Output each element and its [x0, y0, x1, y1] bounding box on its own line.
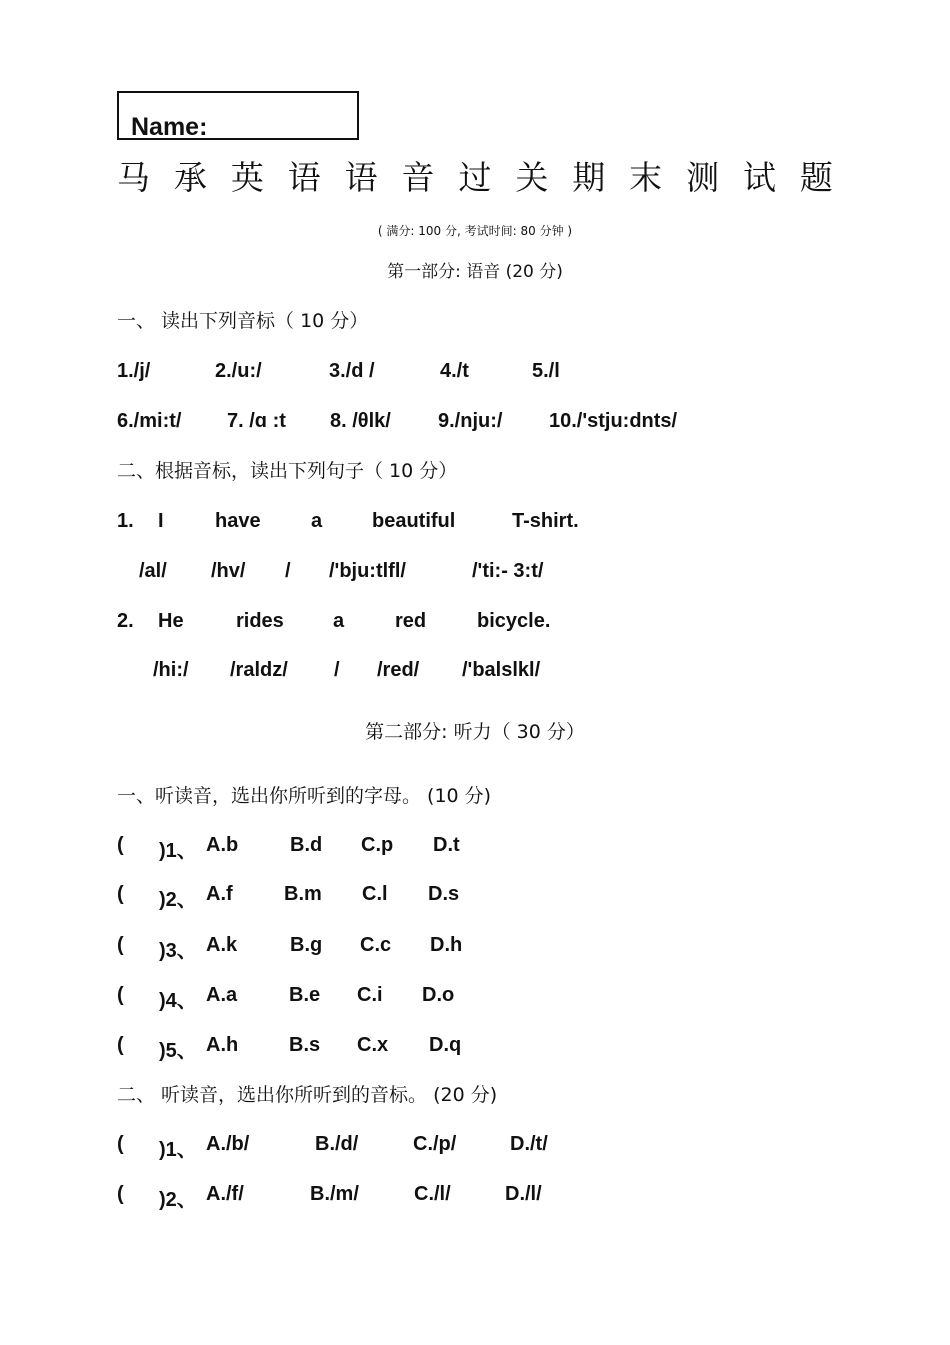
- phonetic-item: 7. /ɑ :t: [227, 410, 286, 432]
- answer-paren: (: [117, 1183, 124, 1205]
- option-c: C.i: [357, 984, 383, 1006]
- letter-question-3: [117, 934, 462, 963]
- option-d: D.s: [428, 883, 460, 905]
- phonetic-word: /'bju:tlfl/: [329, 560, 406, 582]
- option-a: A.k: [206, 934, 238, 956]
- option-b: B.g: [290, 934, 323, 956]
- sentence-word: a: [333, 610, 345, 632]
- title-char: 末: [629, 158, 663, 197]
- phonetic-question-2: [117, 1183, 542, 1212]
- title-char: 测: [686, 158, 720, 197]
- exam-subtitle: ( 满分: 100 分, 考试时间: 80 分钟 ): [377, 224, 573, 238]
- question-number: )3、: [159, 940, 197, 962]
- option-b: B.d: [290, 834, 323, 856]
- title-char: 过: [458, 158, 492, 197]
- answer-paren: (: [117, 1034, 124, 1056]
- phonetic-item: 6./mi:t/: [117, 410, 182, 432]
- option-c: C.l: [362, 883, 388, 905]
- sentence-word: 2.: [117, 610, 134, 632]
- part2-q2-heading: 二、 听读音，选出你所听到的音标。 (20 分): [117, 1084, 498, 1106]
- sentence-word: bicycle.: [477, 610, 551, 632]
- sentence-word: I: [158, 510, 164, 532]
- question-number: )1、: [159, 1139, 197, 1161]
- title-char: 关: [515, 158, 549, 197]
- answer-paren: (: [117, 984, 124, 1006]
- part2-heading: 第二部分: 听力（ 30 分）: [365, 721, 585, 743]
- phonetic-word: /red/: [377, 659, 420, 681]
- option-d: D.q: [429, 1034, 462, 1056]
- sentence-word: rides: [236, 610, 284, 632]
- exam-title: [117, 152, 833, 199]
- phonetic-word: /'balslkl/: [462, 659, 541, 681]
- phonetic-row-2: [117, 410, 677, 433]
- option-b: B./m/: [310, 1183, 359, 1205]
- option-a: A./b/: [206, 1133, 250, 1155]
- option-a: A.a: [206, 984, 238, 1006]
- part1-q2-heading: 二、根据音标，读出下列句子（ 10 分）: [117, 460, 458, 482]
- sentence-word: a: [311, 510, 323, 532]
- option-c: C./p/: [413, 1133, 457, 1155]
- sentence-word: beautiful: [372, 510, 456, 532]
- sentence-word: He: [158, 610, 184, 632]
- letter-question-5: [117, 1034, 461, 1063]
- part1-heading: 第一部分: 语音 (20 分): [387, 262, 563, 282]
- phonetic-item: 2./u:/: [215, 360, 262, 382]
- phonetic-item: 1./j/: [117, 360, 151, 382]
- option-d: D.o: [422, 984, 455, 1006]
- option-b: B.m: [284, 883, 322, 905]
- option-d: D.h: [430, 934, 463, 956]
- title-char: 承: [173, 158, 207, 197]
- option-a: A.b: [206, 834, 239, 856]
- sentence-word: red: [395, 610, 427, 632]
- phonetic-word: /hi:/: [153, 659, 189, 681]
- sentence-word: have: [215, 510, 261, 532]
- phonetic-word: /: [334, 659, 340, 681]
- option-c: C.x: [357, 1034, 389, 1056]
- option-c: C.c: [360, 934, 392, 956]
- letter-question-1: [117, 834, 460, 863]
- question-number: )4、: [159, 990, 197, 1012]
- question-number: )1、: [159, 840, 197, 862]
- phonetic-item: 4./t: [440, 360, 469, 382]
- letter-question-4: [117, 984, 454, 1013]
- sentence-1: [117, 510, 579, 533]
- phonetic-word: /'ti:- 3:t/: [472, 560, 544, 582]
- phonetic-item: 8. /θlk/: [330, 410, 391, 432]
- title-char: 期: [572, 158, 606, 197]
- title-char: 语: [344, 158, 378, 197]
- part1-q1-heading: 一、 读出下列音标（ 10 分）: [117, 310, 369, 332]
- phonetic-item: 3./d /: [329, 360, 375, 382]
- phonetic-word: /hv/: [211, 560, 246, 582]
- answer-paren: (: [117, 1133, 124, 1155]
- phonetic-item: 10./'stju:dnts/: [549, 410, 678, 432]
- title-char: 题: [799, 158, 833, 197]
- option-b: B.s: [289, 1034, 321, 1056]
- question-number: )2、: [159, 1189, 197, 1211]
- title-char: 马: [117, 158, 150, 197]
- title-char: 音: [401, 158, 435, 197]
- question-number: )2、: [159, 889, 197, 911]
- letter-question-2: [117, 883, 459, 912]
- phonetic-word: /: [285, 560, 291, 582]
- sentence-word: T-shirt.: [512, 510, 579, 532]
- part2-q1-heading: 一、听读音，选出你所听到的字母。 (10 分): [117, 785, 492, 807]
- option-a: A./f/: [206, 1183, 244, 1205]
- option-d: D.t: [433, 834, 460, 856]
- phonetic-word: /al/: [139, 560, 167, 582]
- option-d: D./t/: [510, 1133, 548, 1155]
- answer-paren: (: [117, 883, 124, 905]
- phonetic-row-1: [117, 360, 560, 383]
- option-a: A.f: [206, 883, 233, 905]
- answer-paren: (: [117, 934, 124, 956]
- option-d: D./l/: [505, 1183, 542, 1205]
- question-number: )5、: [159, 1040, 197, 1062]
- sentence-2: [117, 610, 550, 633]
- title-char: 试: [742, 158, 776, 197]
- phonetic-item: 9./nju:/: [438, 410, 503, 432]
- option-b: B./d/: [315, 1133, 359, 1155]
- sentence-word: 1.: [117, 510, 134, 532]
- name-label: Name:: [131, 113, 208, 141]
- phonetic-word: /raldz/: [230, 659, 288, 681]
- name-box: [117, 91, 359, 140]
- option-c: C./l/: [414, 1183, 451, 1205]
- option-c: C.p: [361, 834, 394, 856]
- answer-paren: (: [117, 834, 124, 856]
- title-char: 语: [287, 158, 321, 197]
- phonetic-transcription-2: [153, 659, 540, 682]
- phonetic-item: 5./l: [532, 360, 560, 382]
- phonetic-transcription-1: [139, 560, 543, 583]
- option-a: A.h: [206, 1034, 239, 1056]
- phonetic-question-1: [117, 1133, 548, 1162]
- title-char: 英: [230, 158, 264, 197]
- option-b: B.e: [289, 984, 321, 1006]
